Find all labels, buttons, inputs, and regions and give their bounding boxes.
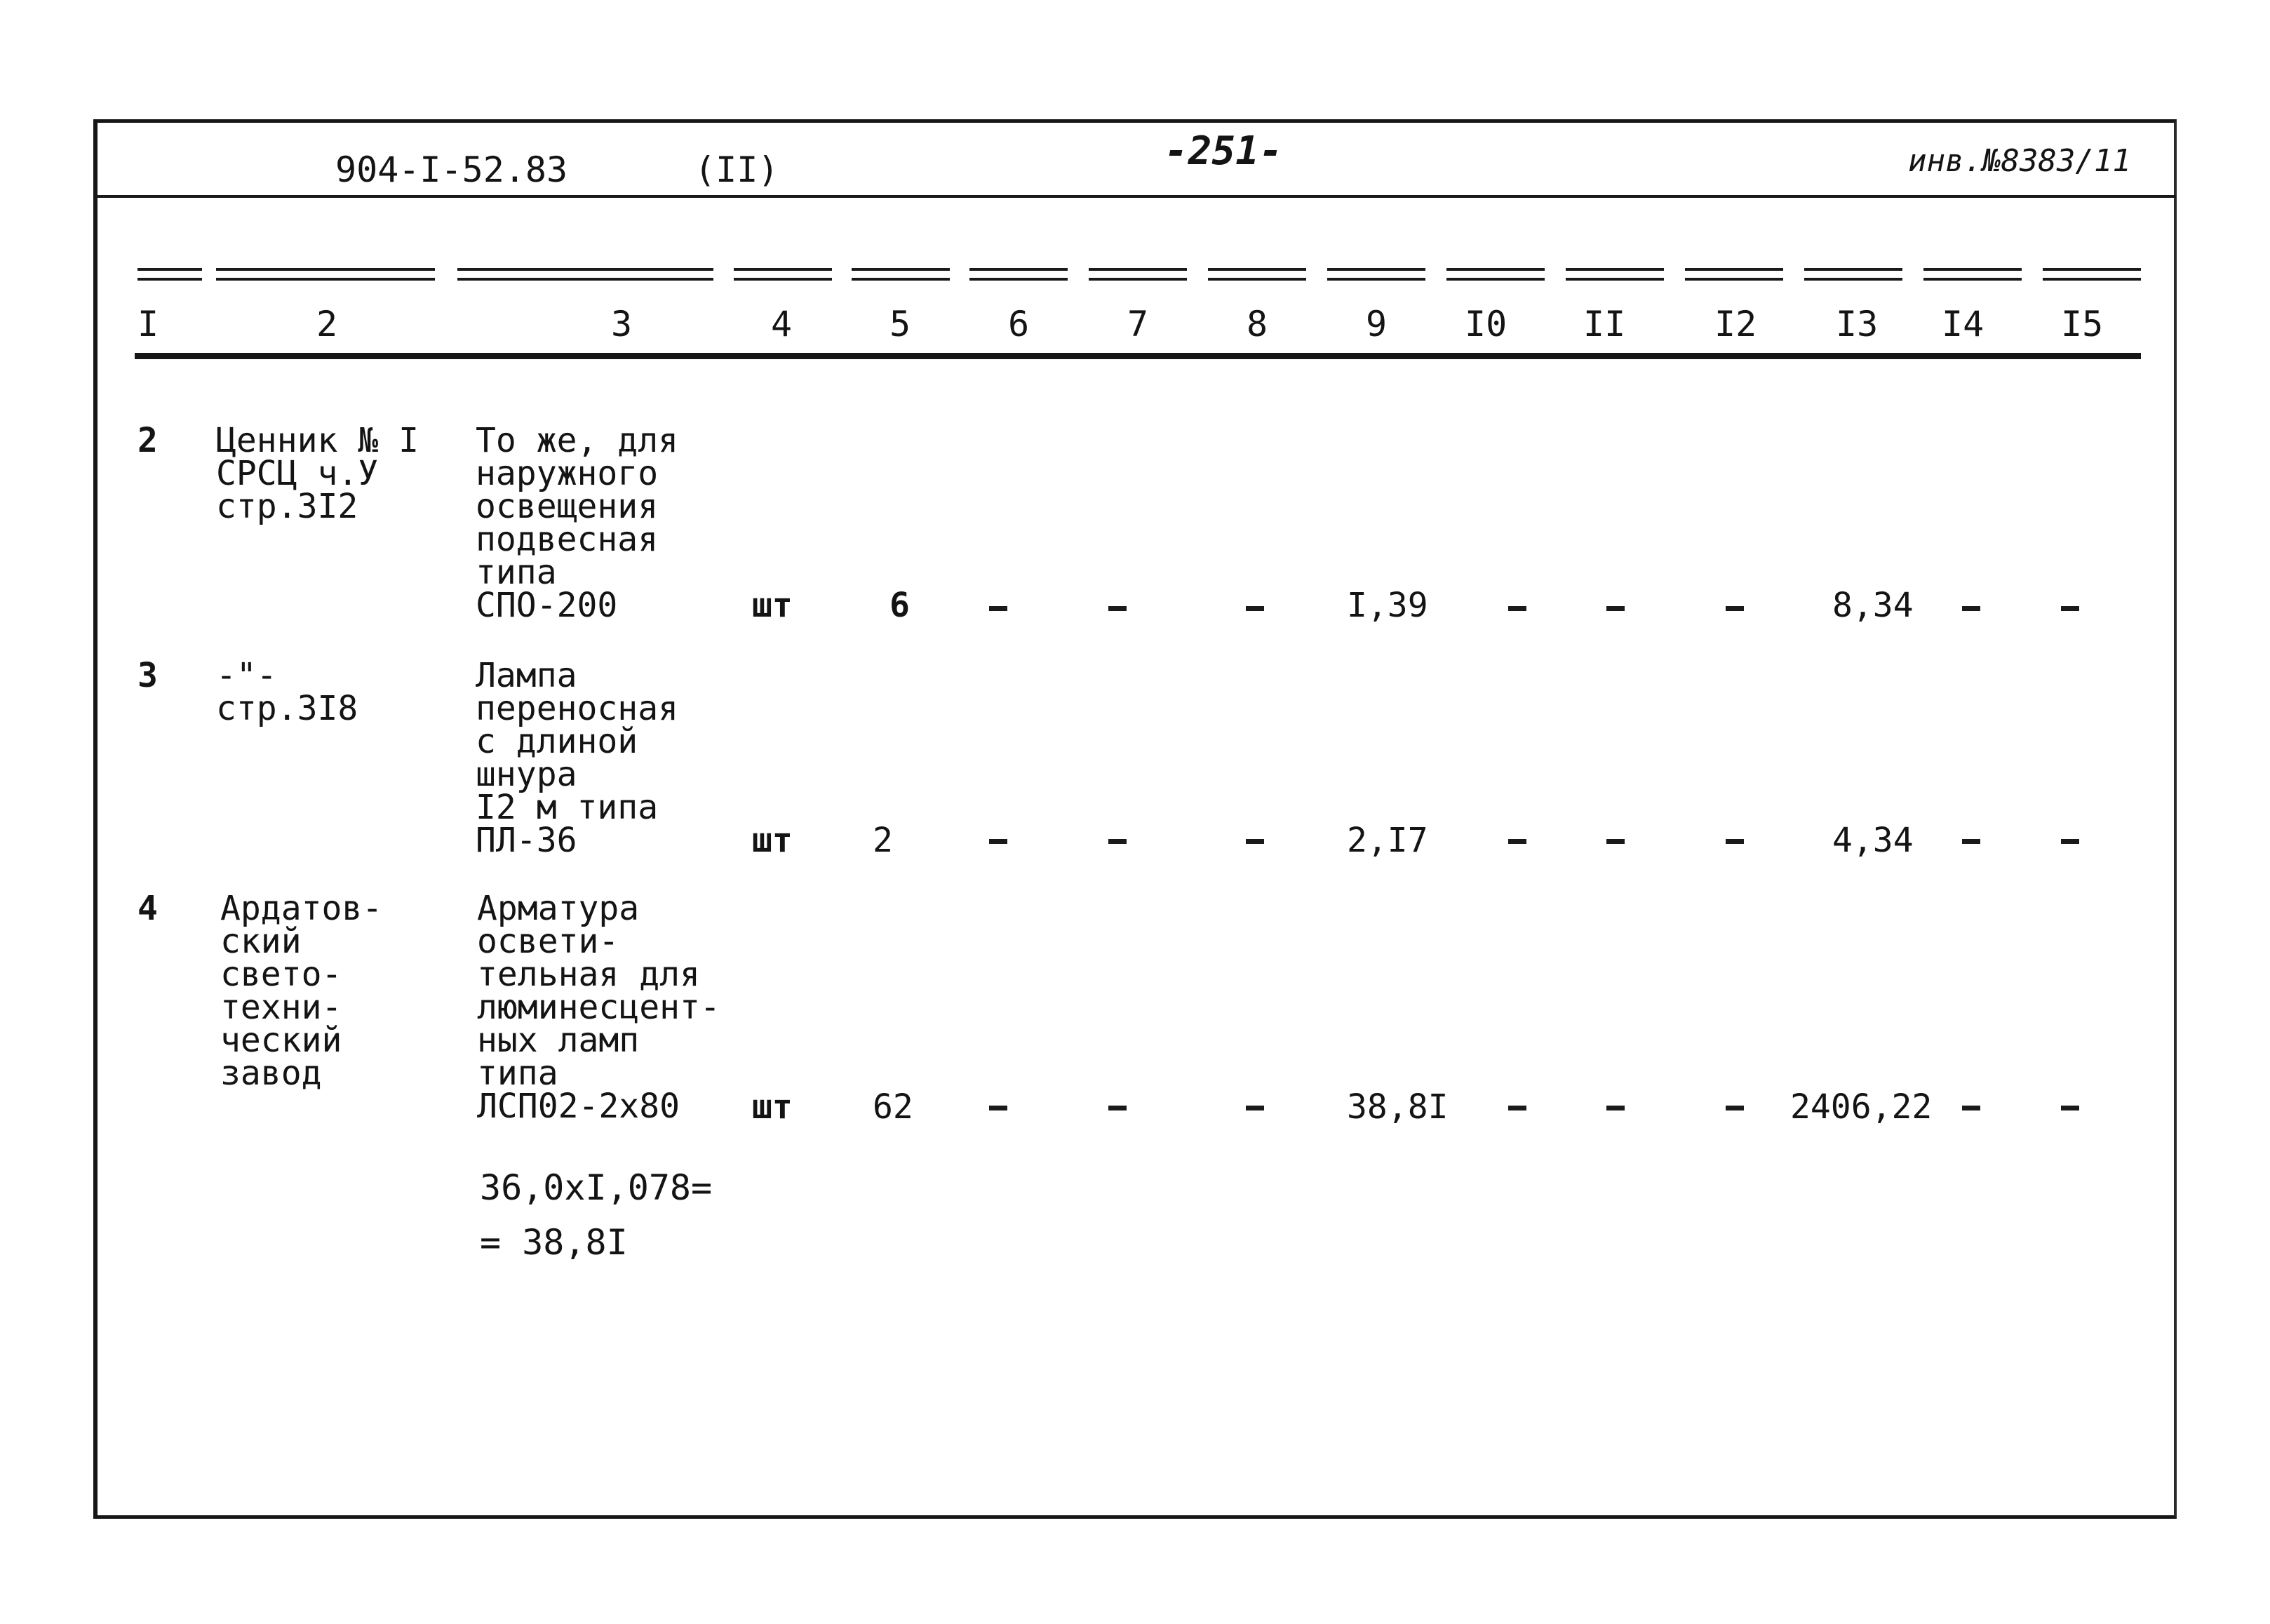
empty-dash xyxy=(1726,606,1744,611)
document-part: (II) xyxy=(694,149,779,190)
empty-dash xyxy=(1606,839,1625,844)
column-number: 8 xyxy=(1247,304,1268,344)
column-number: I5 xyxy=(2061,304,2104,344)
total-cost: 4,34 xyxy=(1832,821,1914,860)
row-number: 4 xyxy=(137,889,158,928)
empty-dash xyxy=(1508,606,1526,611)
item-description: То же, для наружного освещения подвесная типа СПО-200 xyxy=(476,421,678,625)
empty-dash xyxy=(1508,1106,1526,1110)
empty-dash xyxy=(989,1106,1007,1110)
empty-dash xyxy=(2061,606,2079,611)
empty-dash xyxy=(1726,839,1744,844)
empty-dash xyxy=(1726,1106,1744,1110)
empty-dash xyxy=(1246,606,1264,611)
column-number: 5 xyxy=(889,304,911,344)
quantity: 2 xyxy=(873,821,893,860)
row-number: 2 xyxy=(137,421,158,460)
column-number: 3 xyxy=(611,304,633,344)
column-number: I xyxy=(137,304,159,344)
unit-price: 2,I7 xyxy=(1347,821,1428,860)
total-cost: 2406,22 xyxy=(1790,1087,1933,1127)
empty-dash xyxy=(1108,839,1127,844)
empty-dash xyxy=(1962,839,1980,844)
empty-dash xyxy=(1108,1106,1127,1110)
page-number: -251- xyxy=(1164,128,1283,174)
unit-price: I,39 xyxy=(1347,586,1428,625)
column-number: 9 xyxy=(1366,304,1388,344)
quantity: 62 xyxy=(873,1087,913,1127)
header-rule xyxy=(95,195,2176,198)
empty-dash xyxy=(1246,839,1264,844)
unit-price: 38,8I xyxy=(1347,1087,1449,1127)
unit: шт xyxy=(752,586,793,625)
unit: шт xyxy=(752,1087,793,1127)
column-number: I0 xyxy=(1465,304,1507,344)
empty-dash xyxy=(989,839,1007,844)
unit: шт xyxy=(752,821,793,860)
item-description: Арматура освети- тельная для люминесцент- ных ламп типа ЛСП02-2х80 xyxy=(477,889,720,1126)
empty-dash xyxy=(2061,839,2079,844)
column-number: I3 xyxy=(1836,304,1879,344)
price-source: Ардатов- ский свето- техни- ческий завод xyxy=(220,889,383,1093)
total-cost: 8,34 xyxy=(1832,586,1914,625)
column-number: II xyxy=(1583,304,1626,344)
empty-dash xyxy=(1108,606,1127,611)
inventory-number: инв.№8383/11 xyxy=(1908,143,2131,179)
header-thick-rule xyxy=(135,353,2141,359)
column-number: I4 xyxy=(1942,304,1984,344)
empty-dash xyxy=(1246,1106,1264,1110)
row-number: 3 xyxy=(137,656,158,695)
column-number: I2 xyxy=(1714,304,1757,344)
empty-dash xyxy=(1606,606,1625,611)
price-source: -"- стр.3I8 xyxy=(216,656,358,728)
empty-dash xyxy=(1962,1106,1980,1110)
column-number: 7 xyxy=(1127,304,1149,344)
empty-dash xyxy=(989,606,1007,611)
price-source: Ценник № I СРСЦ ч.У стр.3I2 xyxy=(216,421,419,526)
document-code: 904-I-52.83 xyxy=(335,149,568,190)
empty-dash xyxy=(1606,1106,1625,1110)
quantity: 6 xyxy=(889,586,910,625)
item-description: Лампа переносная с длиной шнура I2 м типа ПЛ-36 xyxy=(476,656,678,860)
column-number: 6 xyxy=(1008,304,1030,344)
empty-dash xyxy=(1962,606,1980,611)
empty-dash xyxy=(2061,1106,2079,1110)
column-number: 4 xyxy=(771,304,793,344)
price-calculation-line2: = 38,8I xyxy=(480,1222,628,1263)
empty-dash xyxy=(1508,839,1526,844)
price-calculation-line1: 36,0хI,078= xyxy=(480,1167,713,1208)
column-number: 2 xyxy=(316,304,338,344)
